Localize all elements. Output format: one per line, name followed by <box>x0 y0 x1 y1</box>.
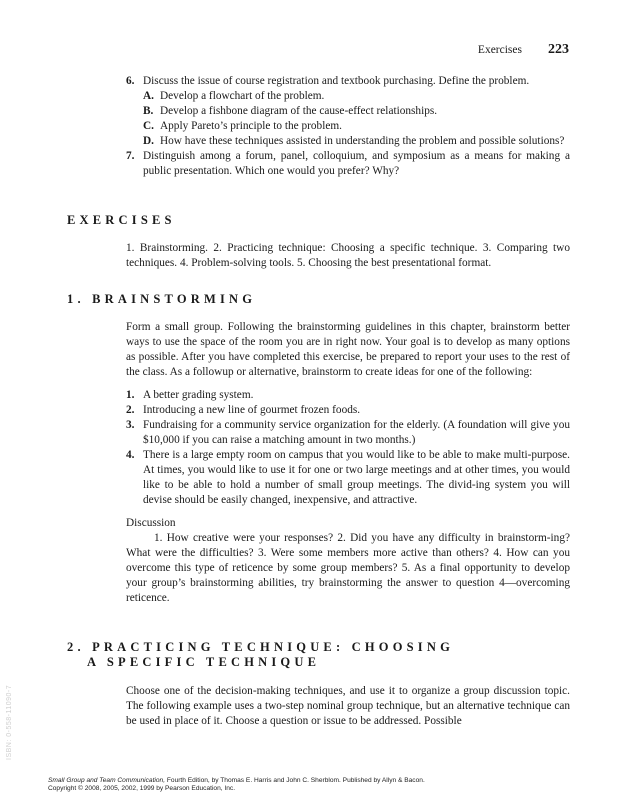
list-item-text: Introducing a new line of gourmet frozen foods. <box>143 404 361 416</box>
exercises-summary-text: 1. Brainstorming. 2. Practicing technique: Choosing a specific technique. 3. Comparing two techniques. 4. Problem-solving tools. 5. Choosing the best presentational format. <box>126 242 570 269</box>
list-item-number: 3. <box>126 419 135 431</box>
question-sublist <box>143 89 570 149</box>
subitem <box>143 119 570 134</box>
list-item-text: A better grading system. <box>143 389 254 401</box>
footer-line-2: Copyright © 2008, 2005, 2002, 1999 by Pearson Education, Inc. <box>48 785 236 792</box>
list-item <box>126 418 570 448</box>
subitem-text: Develop a fishbone diagram of the cause-effect relationships. <box>160 105 438 117</box>
practicing-heading <box>67 640 454 670</box>
subitem-letter: A. <box>143 90 154 102</box>
brainstorming-intro: Form a small group. Following the brainstorming guidelines in this chapter, brainstorm better ways to use the space of the room you are in right now. Your goal is to develop as many options as possible. After you have completed this exercise, be prepared to report your uses to the rest of the class. As a followup or alternative, brainstorm to create ideas for one of the following: <box>126 321 570 378</box>
practicing-heading-line2: A SPECIFIC TECHNIQUE <box>87 655 321 669</box>
list-item <box>126 403 570 418</box>
practicing-intro: Choose one of the decision-making techniques, and use it to organize a group discussion topic. The following example uses a two-step nominal group technique, but an alternative technique can be used in place of it. Choose a question or issue to be addressed. Possible <box>126 685 570 727</box>
brainstorming-heading: 1. BRAINSTORMING <box>67 292 257 306</box>
footer-book-title: Small Group and Team Communication, <box>48 777 166 784</box>
copyright-footer <box>48 777 425 793</box>
list-item-number: 4. <box>126 449 135 461</box>
question-item <box>126 74 570 149</box>
running-header-section: Exercises <box>477 44 522 56</box>
footer-publication: Fourth Edition, by Thomas E. Harris and John C. Sherblom. Published by Allyn & Bacon. <box>165 777 425 784</box>
practicing-heading-line1: 2. PRACTICING TECHNIQUE: CHOOSING <box>67 640 455 654</box>
list-item <box>126 448 570 508</box>
practicing-section <box>126 684 570 729</box>
subitem <box>143 89 570 104</box>
list-item <box>126 388 570 403</box>
list-item-number: 1. <box>126 389 135 401</box>
question-number: 6. <box>126 75 135 87</box>
running-header <box>478 42 569 58</box>
subitem-text: Develop a flowchart of the problem. <box>160 90 325 102</box>
subitem-letter: D. <box>143 135 154 147</box>
subitem-text: Apply Pareto’s principle to the problem. <box>160 120 342 132</box>
question-text: Distinguish among a forum, panel, colloquium, and symposium as a means for making a public presentation. Which one would you prefer? Why? <box>143 150 570 177</box>
review-questions <box>126 74 570 179</box>
question-item <box>126 149 570 179</box>
subitem-letter: C. <box>143 120 154 132</box>
brainstorming-list <box>126 388 570 508</box>
list-item-number: 2. <box>126 404 135 416</box>
exercises-summary <box>126 241 570 271</box>
isbn-sidebar: ISBN: 0-558-11090-7 <box>6 684 13 760</box>
subitem-letter: B. <box>143 105 154 117</box>
question-text: Discuss the issue of course registration and textbook purchasing. Define the problem. <box>143 75 530 87</box>
page-number: 223 <box>548 42 569 57</box>
discussion-label: Discussion <box>126 517 176 529</box>
discussion-text: 1. How creative were your responses? 2. Did you have any difficulty in brainstorm-ing? What were the difficulties? 3. Were some members more active than others? 4. How can you overcome this type of reticence by some group members? 5. As a final opportunity to develop your group’s brainstorming abilities, try brainstorming the answer to question 4—overcoming reticence. <box>126 532 570 604</box>
footer-line-1 <box>48 777 425 785</box>
question-list <box>126 74 570 179</box>
subitem <box>143 104 570 119</box>
brainstorming-section <box>126 320 570 606</box>
question-number: 7. <box>126 150 135 162</box>
subitem-text: How have these techniques assisted in understanding the problem and possible solutions? <box>160 135 565 147</box>
subitem <box>143 134 570 149</box>
list-item-text: There is a large empty room on campus that you would like to be able to make multi-purpose. At times, you would like to use it for one or two large meetings and at other times, you would like to be able to hold a number of small group meetings. The divid-ing system you will devise should be easily changed, inexpensive, and attractive. <box>143 449 570 506</box>
list-item-text: Fundraising for a community service organization for the elderly. (A foundation will give you $10,000 if you can raise a matching amount in two months.) <box>143 419 570 446</box>
exercises-heading: EXERCISES <box>67 213 176 227</box>
